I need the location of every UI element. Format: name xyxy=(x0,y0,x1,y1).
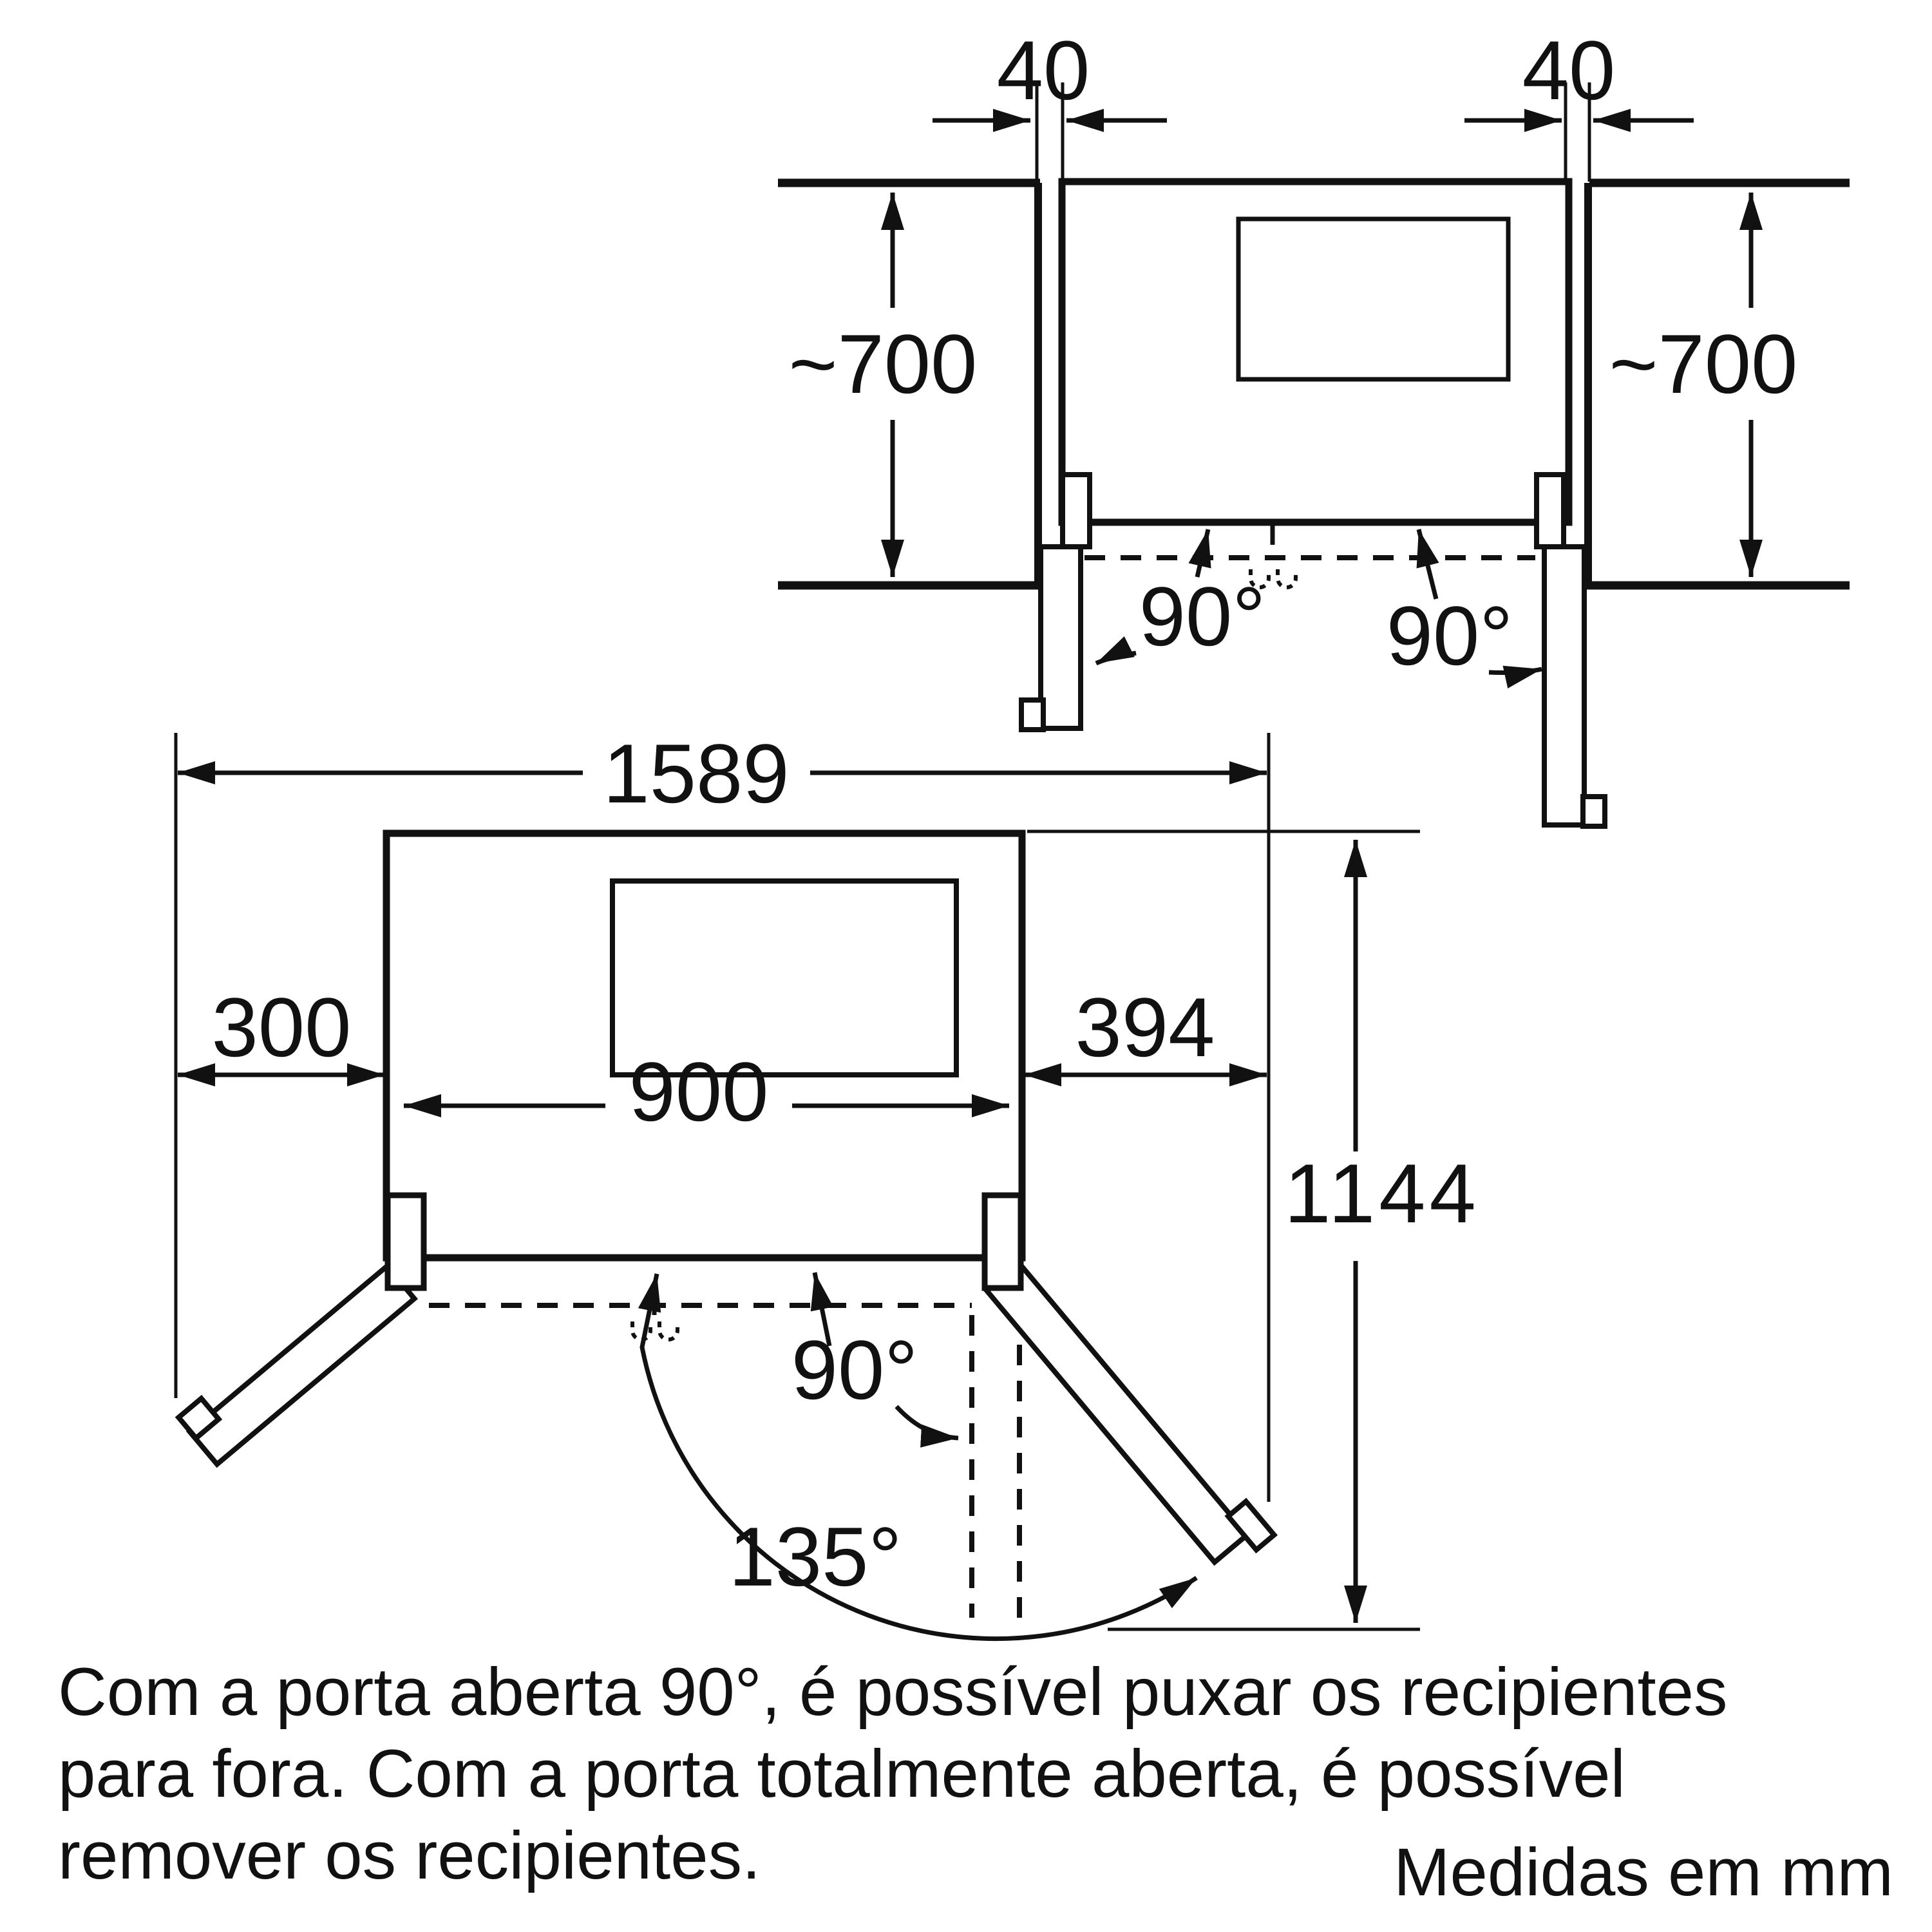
caption-line-3: remover os recipientes. xyxy=(58,1818,761,1893)
caption-line-2: para fora. Com a porta totalmente aberta, é possível xyxy=(58,1736,1625,1812)
dim-gap-right-value: 40 xyxy=(1522,23,1616,117)
dim-cabinet-width-value: 900 xyxy=(629,1045,769,1139)
right-hinge xyxy=(985,1195,1021,1288)
cabinet-recess-detail xyxy=(1238,219,1508,379)
right-door-handle xyxy=(1583,797,1605,826)
left-hinge xyxy=(1063,475,1090,547)
dim-overall-depth-value: 1144 xyxy=(1284,1146,1480,1240)
right-hinge xyxy=(1537,475,1564,547)
caption-line-1: Com a porta aberta 90°, é possível puxar os recipientes xyxy=(58,1654,1728,1730)
dim-left-projection-value: 300 xyxy=(211,980,352,1074)
dim-clearance-right-value: ~700 xyxy=(1609,317,1798,411)
right-door-open-90 xyxy=(1544,547,1584,825)
units-note: Medidas em mm xyxy=(1393,1835,1893,1910)
left-door-open-90 xyxy=(1041,547,1081,728)
dim-right-projection-value: 394 xyxy=(1075,980,1215,1074)
angle-135-value: 135° xyxy=(728,1510,902,1604)
angle-right-door-value: 90° xyxy=(1386,589,1513,683)
dim-overall-width-value: 1589 xyxy=(603,726,790,820)
dim-gap-left-value: 40 xyxy=(996,23,1090,117)
dim-clearance-left-value: ~700 xyxy=(788,317,978,411)
angle-90-value: 90° xyxy=(791,1323,918,1417)
left-hinge xyxy=(388,1195,424,1288)
angle-left-door-value: 90° xyxy=(1139,569,1266,663)
left-door-handle xyxy=(1021,700,1043,730)
